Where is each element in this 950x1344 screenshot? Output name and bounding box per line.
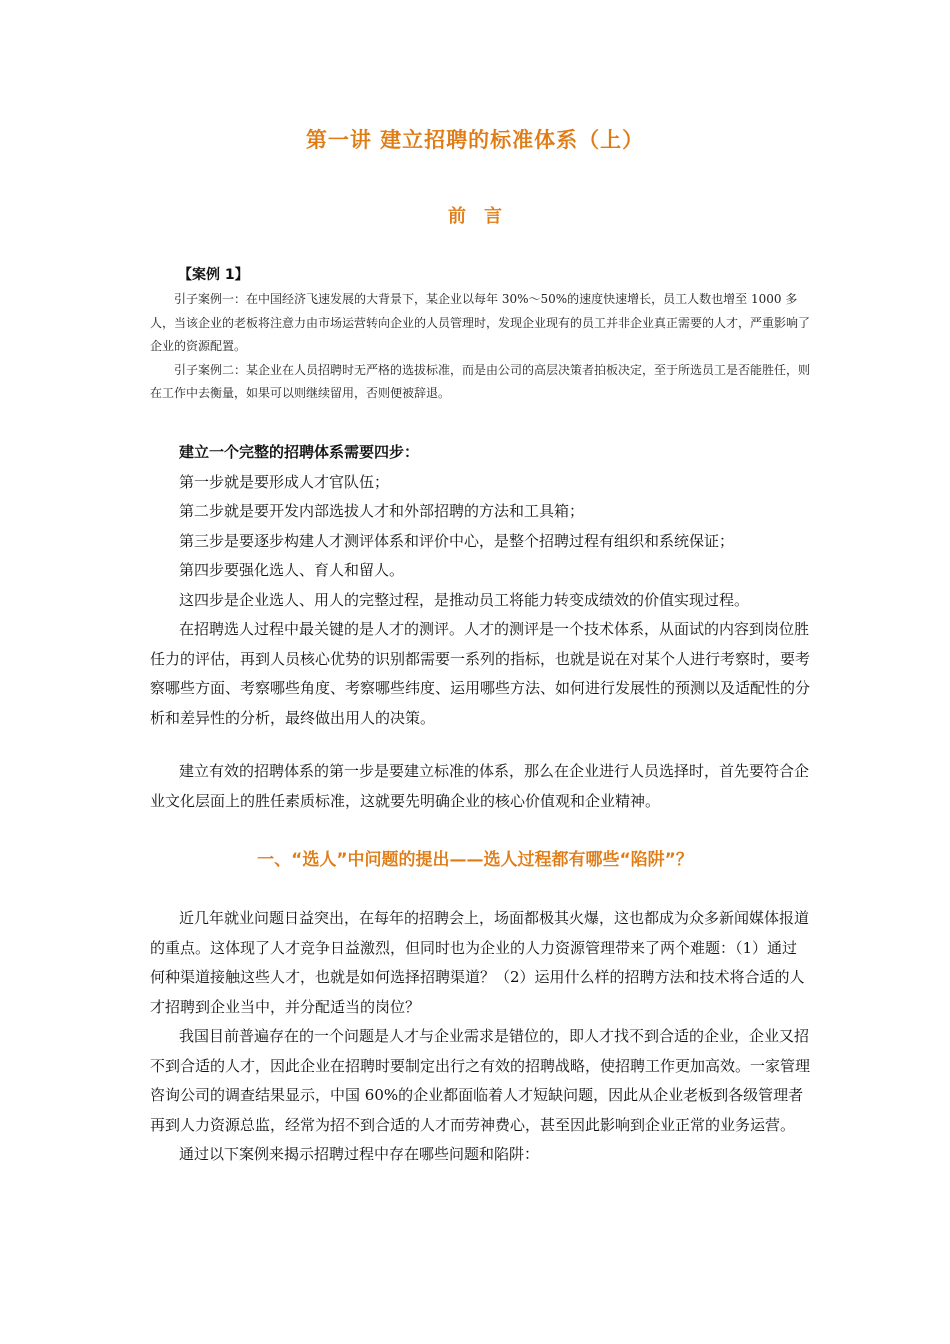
case-paragraph-2: 引子案例二：某企业在人员招聘时无严格的选拔标准，而是由公司的高层决策者拍板决定，至于所选员工是否能胜任，则在工作中去衡量，如果可以则继续留用，否则便被辞退。 xyxy=(150,362,811,400)
section-1-paragraph: 近几年就业问题日益突出，在每年的招聘会上，场面都极其火爆，这也都成为众多新闻媒体报道的重点。这体现了人才竞争日益激烈，但同时也为企业的人力资源管理带来了两个难题：（1）通过何种渠道接触这些人才，也就是如何选择招聘渠道？（2）运用什么样的招聘方法和技术将合适的人才招聘到企业当中，并分配适当的岗位？ xyxy=(150,909,810,1016)
step-item: 第一步就是要形成人才官队伍； xyxy=(179,472,390,491)
case-paragraph-1: 引子案例一：在中国经济飞速发展的大背景下，某企业以每年 30%～50%的速度快速增长，员工人数也增至 1000 多人，当该企业的老板将注意力由市场运营转向企业的人员管理时，发现企业现有的员工并非企业真正需要的人才，严重影响了企业的资源配置。 xyxy=(150,292,811,353)
section-1-title: 一、“选人”中问题的提出——选人过程都有哪些“陷阱”？ xyxy=(257,850,693,870)
standard-paragraph: 建立有效的招聘体系的第一步是要建立标准的体系，那么在企业进行人员选择时，首先要符合企业文化层面上的胜任素质标准，这就要先明确企业的核心价值观和企业精神。 xyxy=(150,762,810,810)
preface-heading: 前言 xyxy=(448,206,520,227)
section-1-paragraph: 通过以下案例来揭示招聘过程中存在哪些问题和陷阱： xyxy=(179,1145,540,1163)
steps-section xyxy=(150,438,810,733)
key-paragraph: 在招聘选人过程中最关键的是人才的测评。人才的测评是一个技术体系，从面试的内容到岗位胜任力的评估，再到人员核心优势的识别都需要一系列的指标，也就是说在对某个人进行考察时，要考察哪些方面、考察哪些角度、考察哪些纬度、运用哪些方法、如何进行发展性的预测以及适配性的分析和差异性的分析，最终做出用人的决策。 xyxy=(150,620,811,727)
page-title: 第一讲 建立招聘的标准体系（上） xyxy=(305,128,645,152)
step-item: 第三步是要逐步构建人才测评体系和评价中心，是整个招聘过程有组织和系统保证； xyxy=(179,531,735,550)
step-item: 第四步要强化选人、育人和留人。 xyxy=(179,561,405,579)
step-item: 第二步就是要开发内部选拔人才和外部招聘的方法和工具箱； xyxy=(179,502,585,520)
steps-summary: 这四步是企业选人、用人的完整过程，是推动员工将能力转变成绩效的价值实现过程。 xyxy=(179,590,750,609)
section-1-body xyxy=(150,904,810,1170)
steps-heading: 建立一个完整的招聘体系需要四步： xyxy=(179,443,420,461)
section-1-paragraph: 我国目前普遍存在的一个问题是人才与企业需求是错位的，即人才找不到合适的企业，企业又招不到合适的人才，因此企业在招聘时要制定出行之有效的招聘战略，使招聘工作更加高效。一家管理咨询公司的调查结果显示，中国 60%的企业都面临着人才短缺问题，因此从企业老板到各级管理者再到人力资源总监，经常为招不到合适的人才而劳神费心，甚至因此影响到企业正常的业务运营。 xyxy=(150,1027,811,1134)
case-heading: 【案例 1】 xyxy=(178,267,249,283)
standard-section xyxy=(150,757,810,816)
case-section xyxy=(150,288,810,406)
